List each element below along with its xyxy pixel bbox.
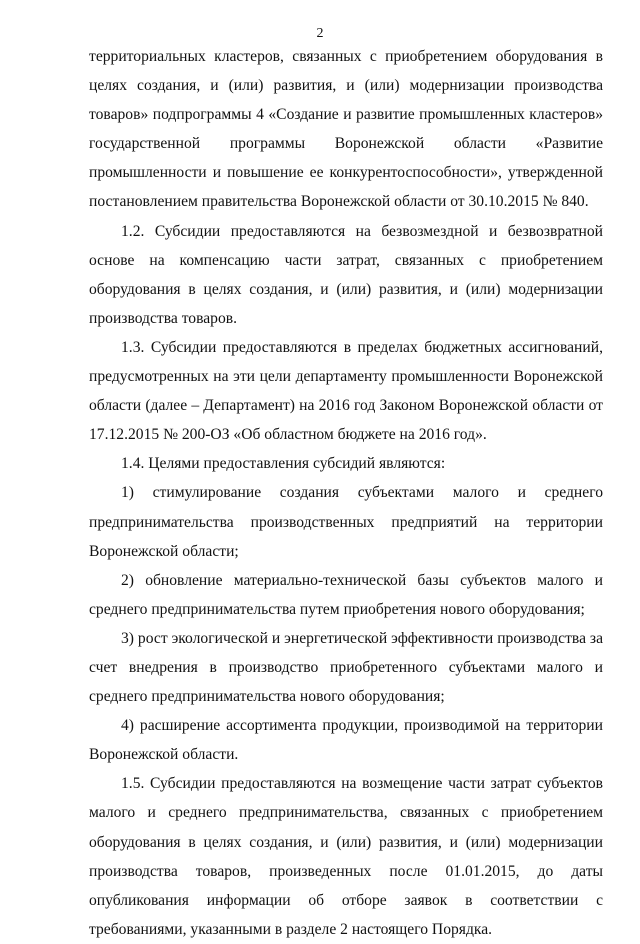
paragraph-1-4: 1.4. Целями предоставления субсидий являются:: [121, 455, 446, 473]
list-item-2: 2) обновление материально-технической базы субъектов малого и среднего предпринимательства путем приобретения нового оборудования;: [89, 571, 603, 618]
paragraph-1-2: 1.2. Субсидии предоставляются на безвозмездной и безвозвратной основе на компенсацию части затрат, связанных с приобретением оборудования в целях создания, и (или) развития, и (или) модернизации производства товаров.: [89, 222, 603, 327]
paragraph-1-3: 1.3. Субсидии предоставляются в пределах бюджетных ассигнований, предусмотренных на эти цели департаменту промышленности Воронежской области (далее – Департамент) на 2016 год Законом Воронежской области от 17.12.2015 № 200-ОЗ «Об областном бюджете на 2016 год».: [89, 338, 603, 444]
list-item-4: 4) расширение ассортимента продукции, производимой на территории Воронежской области.: [89, 717, 603, 764]
document-body: [89, 42, 603, 944]
paragraph-1-5: 1.5. Субсидии предоставляются на возмещение части затрат субъектов малого и среднего предпринимательства, связанных с приобретением оборудования в целях создания, и (или) развития, и (или) модернизации производства товаров, произведенных после 01.01.2015, до даты опубликования информации об отборе заявок в соответствии с требованиями, указанными в разделе 2 настоящего Порядка.: [89, 775, 603, 938]
paragraph-continuation: территориальных кластеров, связанных с приобретением оборудования в целях создания, и (или) развития, и (или) модернизации производства товаров» подпрограммы 4 «Создание и развитие промышленных кластеров» государственной программы Воронежской области «Развитие промышленности и повышение ее конкурентоспособности», утвержденной постановлением правительства Воронежской области от 30.10.2015 № 840.: [89, 48, 603, 211]
list-item-3: 3) рост экологической и энергетической эффективности производства за счет внедрения в производство приобретенного субъектами малого и среднего предпринимательства нового оборудования;: [89, 629, 603, 706]
list-item-1: 1) стимулирование создания субъектами малого и среднего предпринимательства производственных предприятий на территории Воронежской области;: [89, 484, 603, 560]
page-number: 2: [316, 26, 324, 41]
